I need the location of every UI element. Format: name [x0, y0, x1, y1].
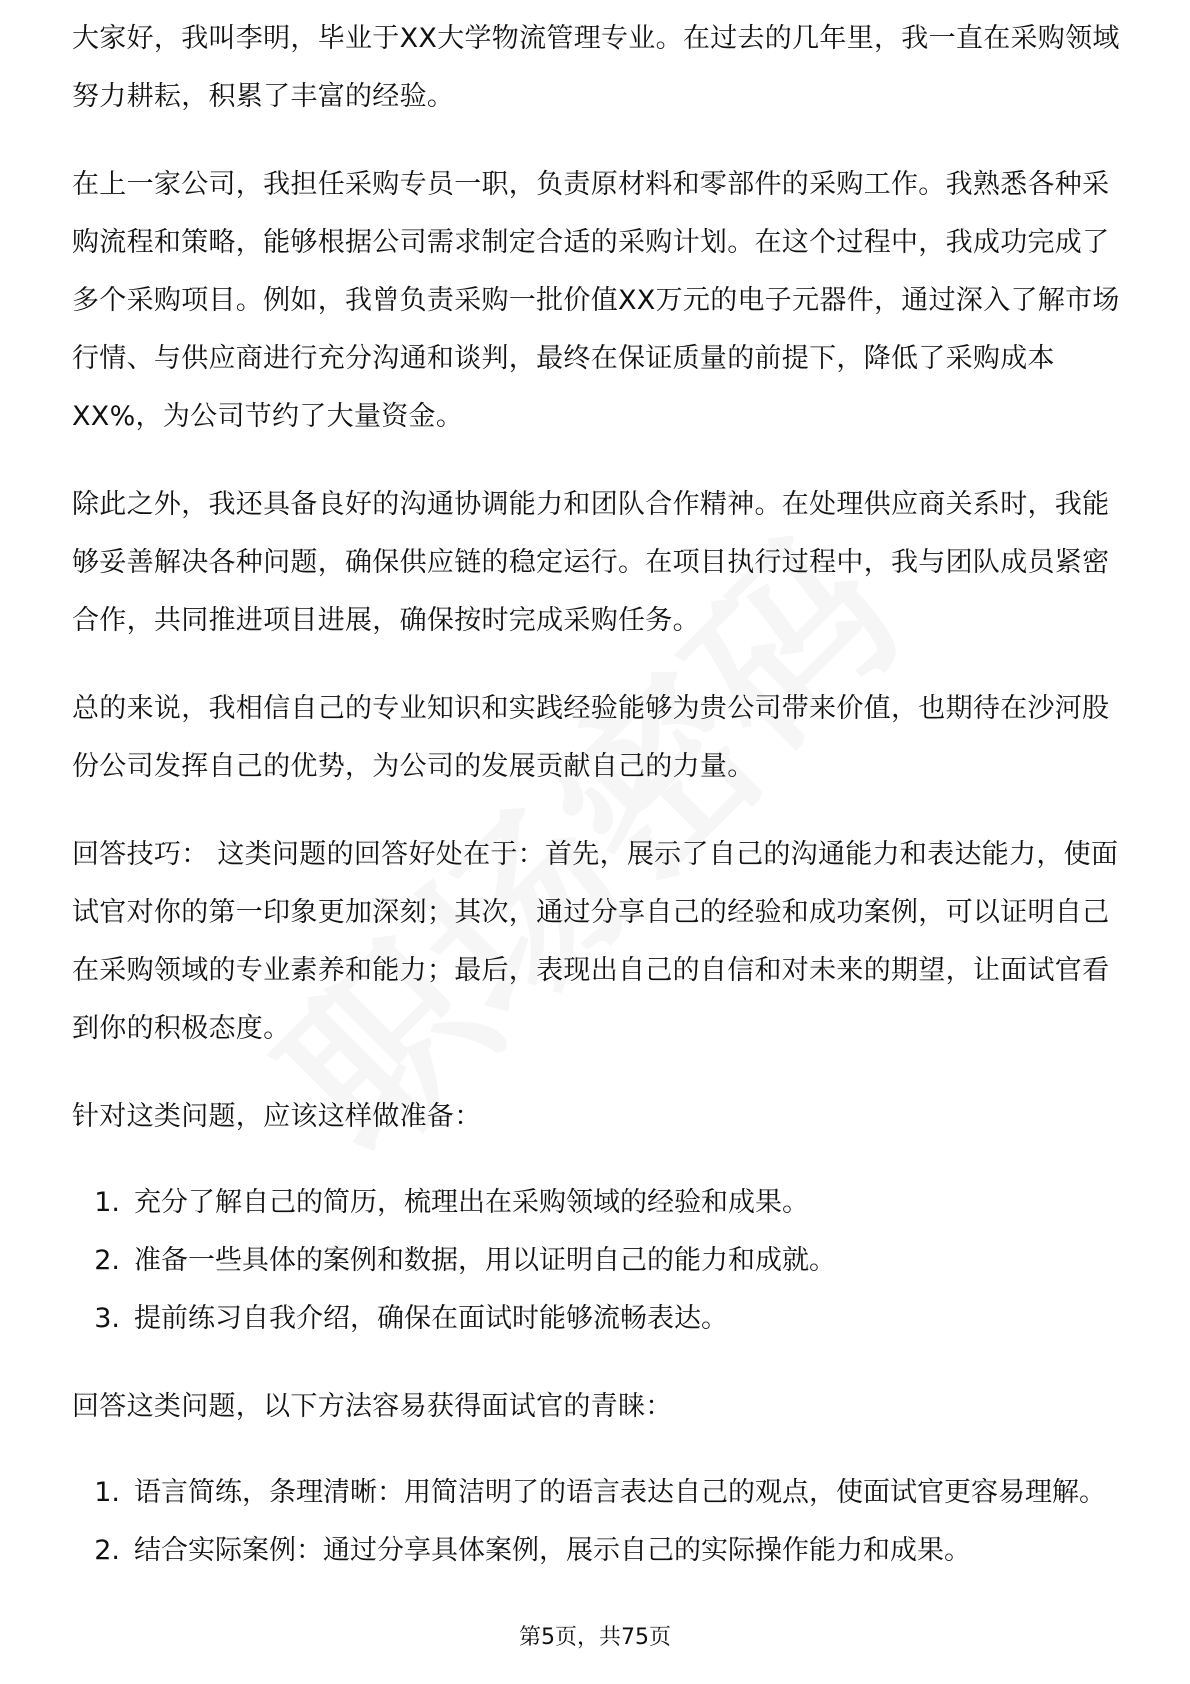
list-item-number: 3.	[94, 1303, 120, 1334]
paragraph-tips: 回答技巧： 这类问题的回答好处在于：首先，展示了自己的沟通能力和表达能力，使面试官对你的第一印象更加深刻；其次，通过分享自己的经验和成功案例，可以证明自己在采购领域的专业素养和能力；最后，表现出自己的自信和对未来的期望，让面试官看到你的积极态度。	[72, 839, 1119, 1044]
methods-list	[72, 1464, 1132, 1580]
list-item	[72, 1464, 1132, 1522]
list-item-number: 2.	[94, 1535, 120, 1566]
paragraph-summary: 总的来说，我相信自己的专业知识和实践经验能够为贵公司带来价值，也期待在沙河股份公司发挥自己的优势，为公司的发展贡献自己的力量。	[72, 693, 1110, 782]
list-item	[72, 1174, 1132, 1232]
list-item-text: 充分了解自己的简历，梳理出在采购领域的经验和成果。	[134, 1187, 809, 1218]
list-item-number: 1.	[94, 1477, 120, 1508]
page-footer: 第5页，共75页	[519, 1625, 671, 1650]
list-item	[72, 1290, 1132, 1348]
list-item	[72, 1522, 1132, 1580]
list-item	[72, 1232, 1132, 1290]
list-item-number: 2.	[94, 1245, 120, 1276]
list-item-text: 准备一些具体的案例和数据，用以证明自己的能力和成就。	[134, 1245, 836, 1276]
paragraph-experience: 在上一家公司，我担任采购专员一职，负责原材料和零部件的采购工作。我熟悉各种采购流程和策略，能够根据公司需求制定合适的采购计划。在这个过程中，我成功完成了多个采购项目。例如，我曾负责采购一批价值XX万元的电子元器件，通过深入了解市场行情、与供应商进行充分沟通和谈判，最终在保证质量的前提下，降低了采购成本XX%，为公司节约了大量资金。	[72, 169, 1120, 432]
paragraph-intro: 大家好，我叫李明，毕业于XX大学物流管理专业。在过去的几年里，我一直在采购领域努力耕耘，积累了丰富的经验。	[72, 23, 1120, 112]
paragraph-skills: 除此之外，我还具备良好的沟通协调能力和团队合作精神。在处理供应商关系时，我能够妥善解决各种问题，确保供应链的稳定运行。在项目执行过程中，我与团队成员紧密合作，共同推进项目进展，确保按时完成采购任务。	[72, 489, 1110, 636]
list-item-text: 提前练习自我介绍，确保在面试时能够流畅表达。	[134, 1303, 728, 1334]
list-item-number: 1.	[94, 1187, 120, 1218]
paragraph-preparation-heading: 针对这类问题，应该这样做准备：	[72, 1101, 482, 1132]
paragraph-methods-heading: 回答这类问题，以下方法容易获得面试官的青睐：	[72, 1391, 673, 1422]
list-item-text: 语言简练，条理清晰：用简洁明了的语言表达自己的观点，使面试官更容易理解。	[134, 1477, 1106, 1508]
document-body	[72, 20, 1132, 1580]
list-item-text: 结合实际案例：通过分享具体案例，展示自己的实际操作能力和成果。	[134, 1535, 971, 1566]
preparation-list	[72, 1174, 1132, 1348]
